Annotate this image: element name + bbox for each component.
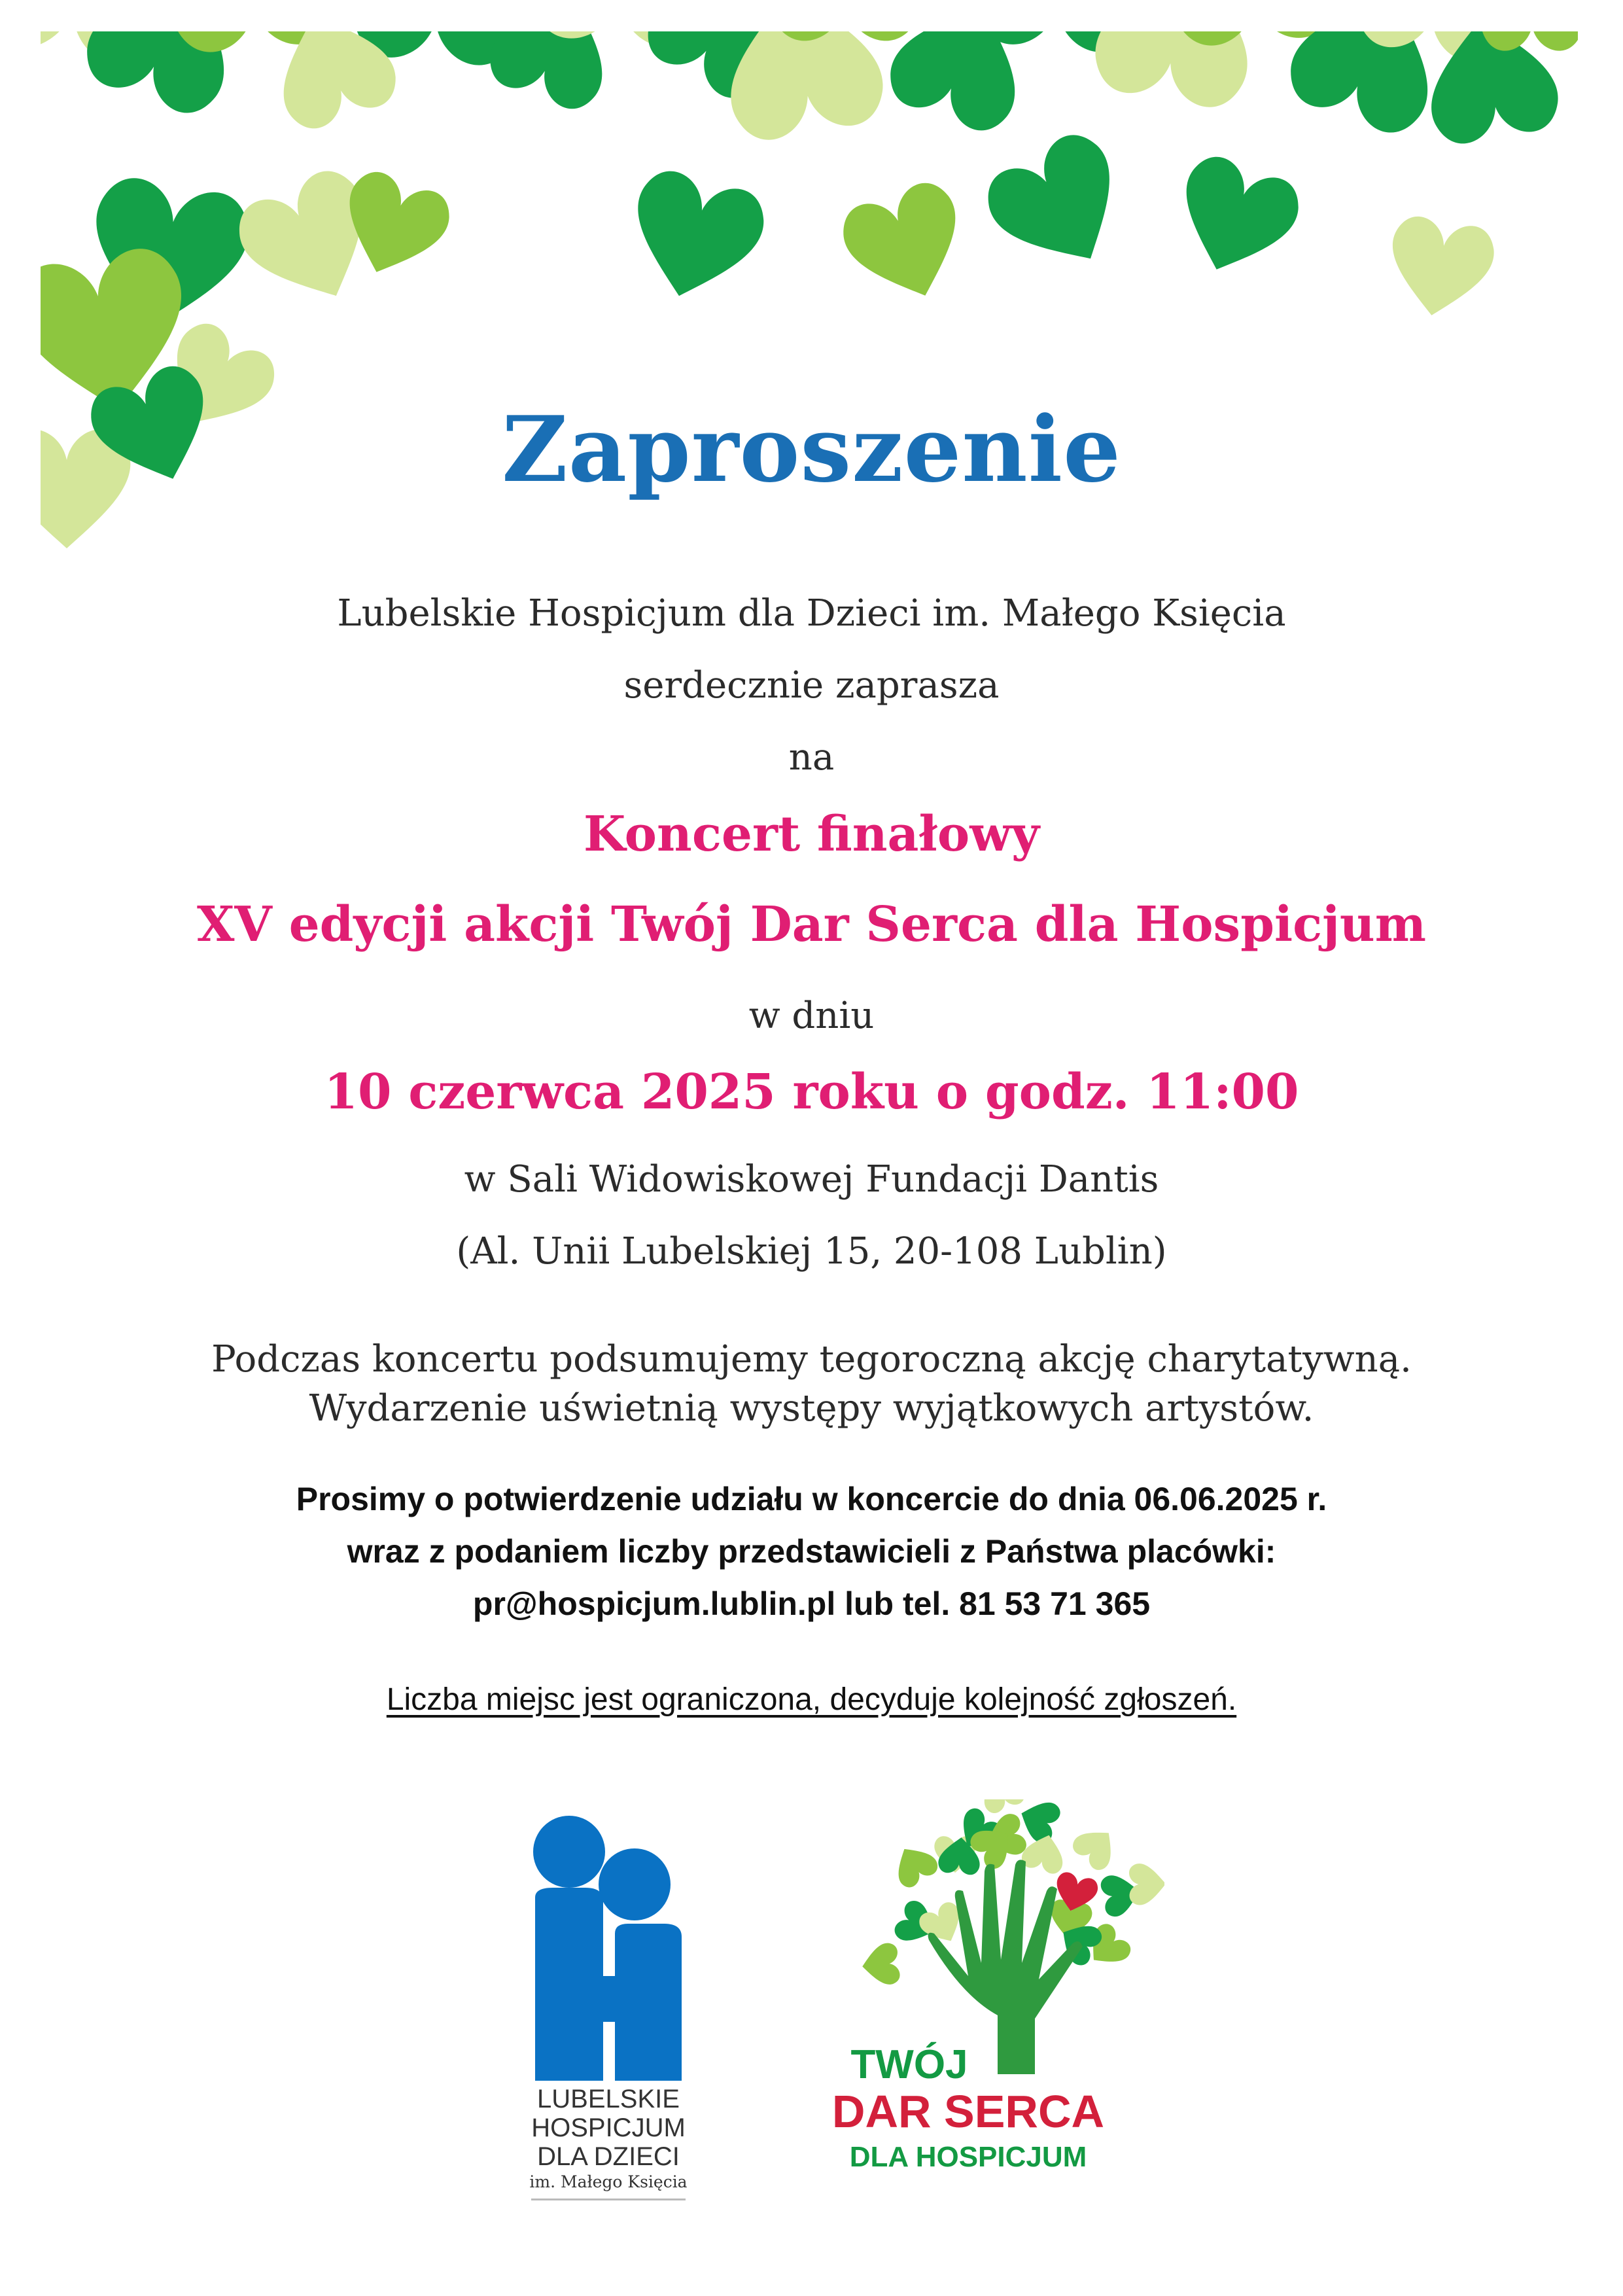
- invites-text: serdecznie zaprasza: [623, 664, 1000, 707]
- heart-icon: [881, 31, 1041, 139]
- description-line-2: Wydarzenie uświetnią występy wyjątkowych artystów.: [309, 1387, 1314, 1430]
- rsvp-line-2: wraz z podaniem liczby przedstawicieli z Państwa placówki:: [347, 1533, 1276, 1570]
- seat-limit-note-text: Liczba miejsc jest ograniczona, decyduje kolejność zgłoszeń.: [386, 1682, 1237, 1717]
- description-line-1: Podczas koncertu podsumujemy tegoroczną akcję charytatywną.: [211, 1338, 1412, 1381]
- heart-icon: [1418, 31, 1563, 149]
- hospice-logo-line-2: HOSPICJUM: [531, 2113, 686, 2142]
- seat-limit-note: [0, 1682, 1623, 1718]
- hospice-logo-line-1: LUBELSKIE: [537, 2085, 680, 2113]
- campaign-logo-line-2: DAR SERCA: [831, 2086, 1105, 2137]
- venue: w Sali Widowiskowej Fundacji Dantis: [464, 1158, 1159, 1201]
- address: (Al. Unii Lubelskiej 15, 20-108 Lublin): [456, 1230, 1167, 1273]
- leaf-heart-icon: [1129, 1863, 1164, 1905]
- heart-icon: [1280, 31, 1457, 142]
- heart-icon: [1481, 31, 1578, 51]
- heart-icon: [618, 164, 771, 312]
- heart-icon: [1382, 213, 1499, 324]
- on-day-text: w dniu: [748, 995, 875, 1037]
- campaign-logo-line-3: DLA HOSPICJUM: [849, 2141, 1087, 2173]
- host-name: Lubelskie Hospicjum dla Dzieci im. Małego Księcia: [337, 592, 1286, 635]
- leaf-heart-icon: [860, 1942, 901, 1987]
- hospice-logo-line-4: im. Małego Księcia: [529, 2172, 688, 2191]
- heart-icon: [976, 124, 1146, 291]
- hospice-logo-underline: [531, 2199, 686, 2200]
- event-title: Koncert finałowy: [583, 806, 1039, 862]
- page-title: Zaproszenie: [502, 396, 1121, 503]
- hospice-logo-line-3: DLA DZIECI: [537, 2142, 680, 2171]
- rsvp-line-1: Prosimy o potwierdzenie udziału w koncercie do dnia 06.06.2025 r.: [296, 1481, 1327, 1517]
- leaf-heart-icon: [887, 1838, 941, 1891]
- heart-icon: [481, 31, 626, 116]
- leaf-heart-icon: [975, 1799, 1028, 1816]
- rsvp-contact: pr@hospicjum.lublin.pl lub tel. 81 53 71 365: [472, 1585, 1151, 1622]
- heart-icon: [1089, 31, 1264, 113]
- heart-icon: [1162, 149, 1307, 289]
- on-text: na: [788, 736, 835, 779]
- event-subtitle: XV edycji akcji Twój Dar Serca dla Hospicjum: [196, 896, 1426, 953]
- event-date-time: 10 czerwca 2025 roku o godz. 11:00: [324, 1064, 1299, 1120]
- leaf-heart-icon: [1069, 1819, 1124, 1874]
- campaign-logo-line-1: TWÓJ: [850, 2042, 968, 2087]
- heart-icon: [835, 175, 979, 315]
